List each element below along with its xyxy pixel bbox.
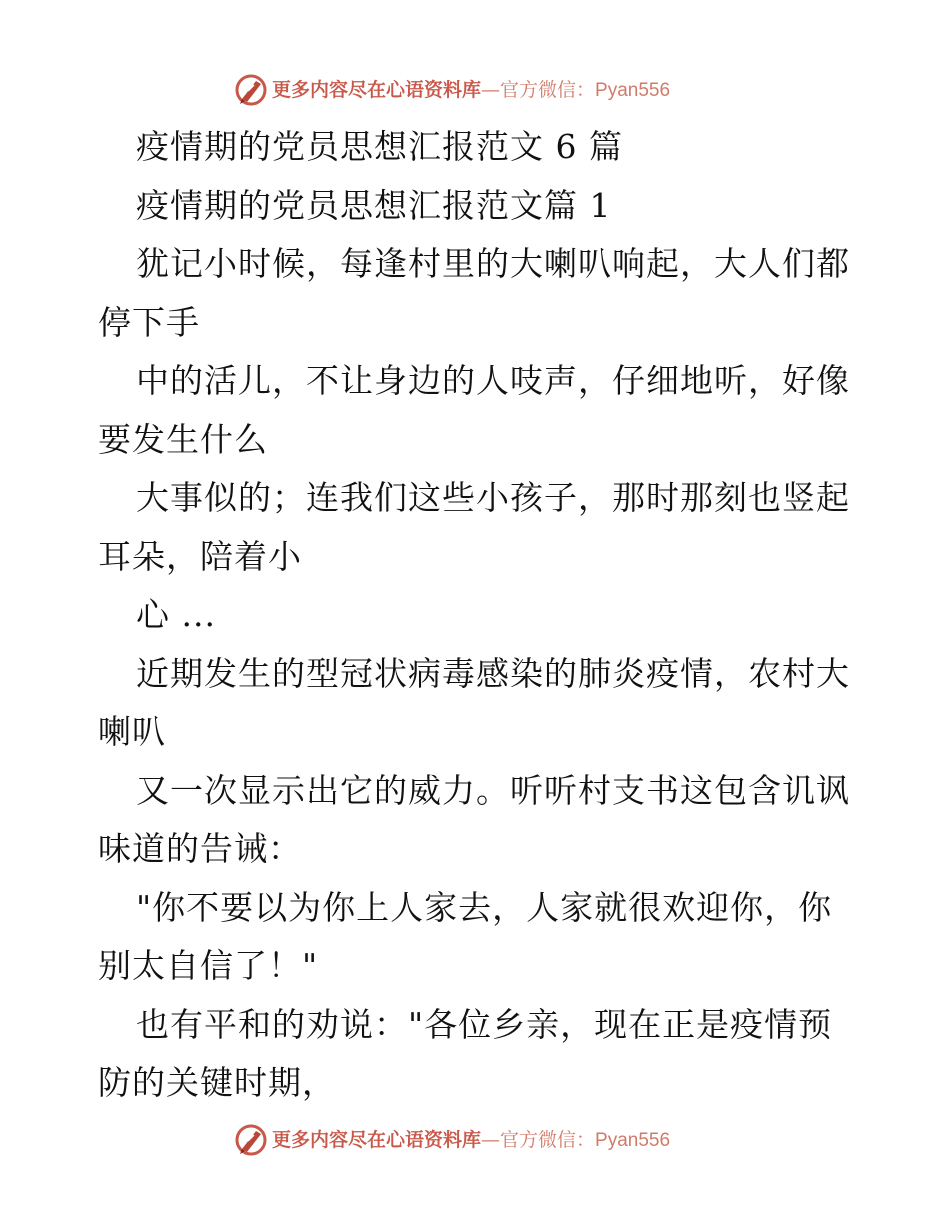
paragraph-line: 也有平和的劝说："各位乡亲，现在正是疫情预 [136,1004,833,1044]
footer-banner-text [272,1128,670,1153]
footer-label: 官方微信： [500,1129,596,1151]
footer-wechat-id: Pyan556 [595,1130,671,1151]
footer-brand: 更多内容尽在心语资料库 [272,1129,482,1151]
paragraph-line: 味道的告诫： [98,829,302,868]
paragraph-line: 又一次显示出它的威力。听听村支书这包含讥讽 [136,770,850,810]
footer-banner [0,1120,950,1160]
paragraph-line: 停下手 [98,302,200,342]
header-banner-text [272,78,670,103]
document-title: 疫情期的党员思想汇报范文 6 篇 [136,127,623,166]
header-banner [0,70,950,110]
paragraph-line: 中的活儿，不让身边的人吱声，仔细地听，好像 [136,361,850,400]
footer-dash: — [481,1129,501,1151]
quill-pen-logo-icon [234,73,268,107]
paragraph-line: 防的关键时期， [98,1063,336,1102]
quill-pen-logo-icon [234,1123,268,1157]
paragraph-line: 别太自信了！" [98,946,319,985]
document-body [98,118,858,1113]
section-heading: 疫情期的党员思想汇报范文篇 1 [136,185,612,225]
paragraph-line: "你不要以为你上人家去，人家就很欢迎你，你 [136,887,833,927]
paragraph-line: 要发生什么 [98,419,268,459]
paragraph-line: 心 ... [136,595,216,634]
paragraph-line: 大事似的；连我们这些小孩子，那时那刻也竖起 [136,478,850,517]
paragraph-line: 近期发生的型冠状病毒感染的肺炎疫情，农村大 [136,653,850,693]
paragraph-line: 犹记小时候，每逢村里的大喇叭响起，大人们都 [136,244,850,283]
header-wechat-id: Pyan556 [595,80,671,101]
paragraph-line: 耳朵，陪着小 [98,536,302,576]
header-label: 官方微信： [500,79,596,101]
header-dash: — [481,79,501,101]
paragraph-line: 喇叭 [98,712,166,751]
header-brand: 更多内容尽在心语资料库 [272,79,482,101]
